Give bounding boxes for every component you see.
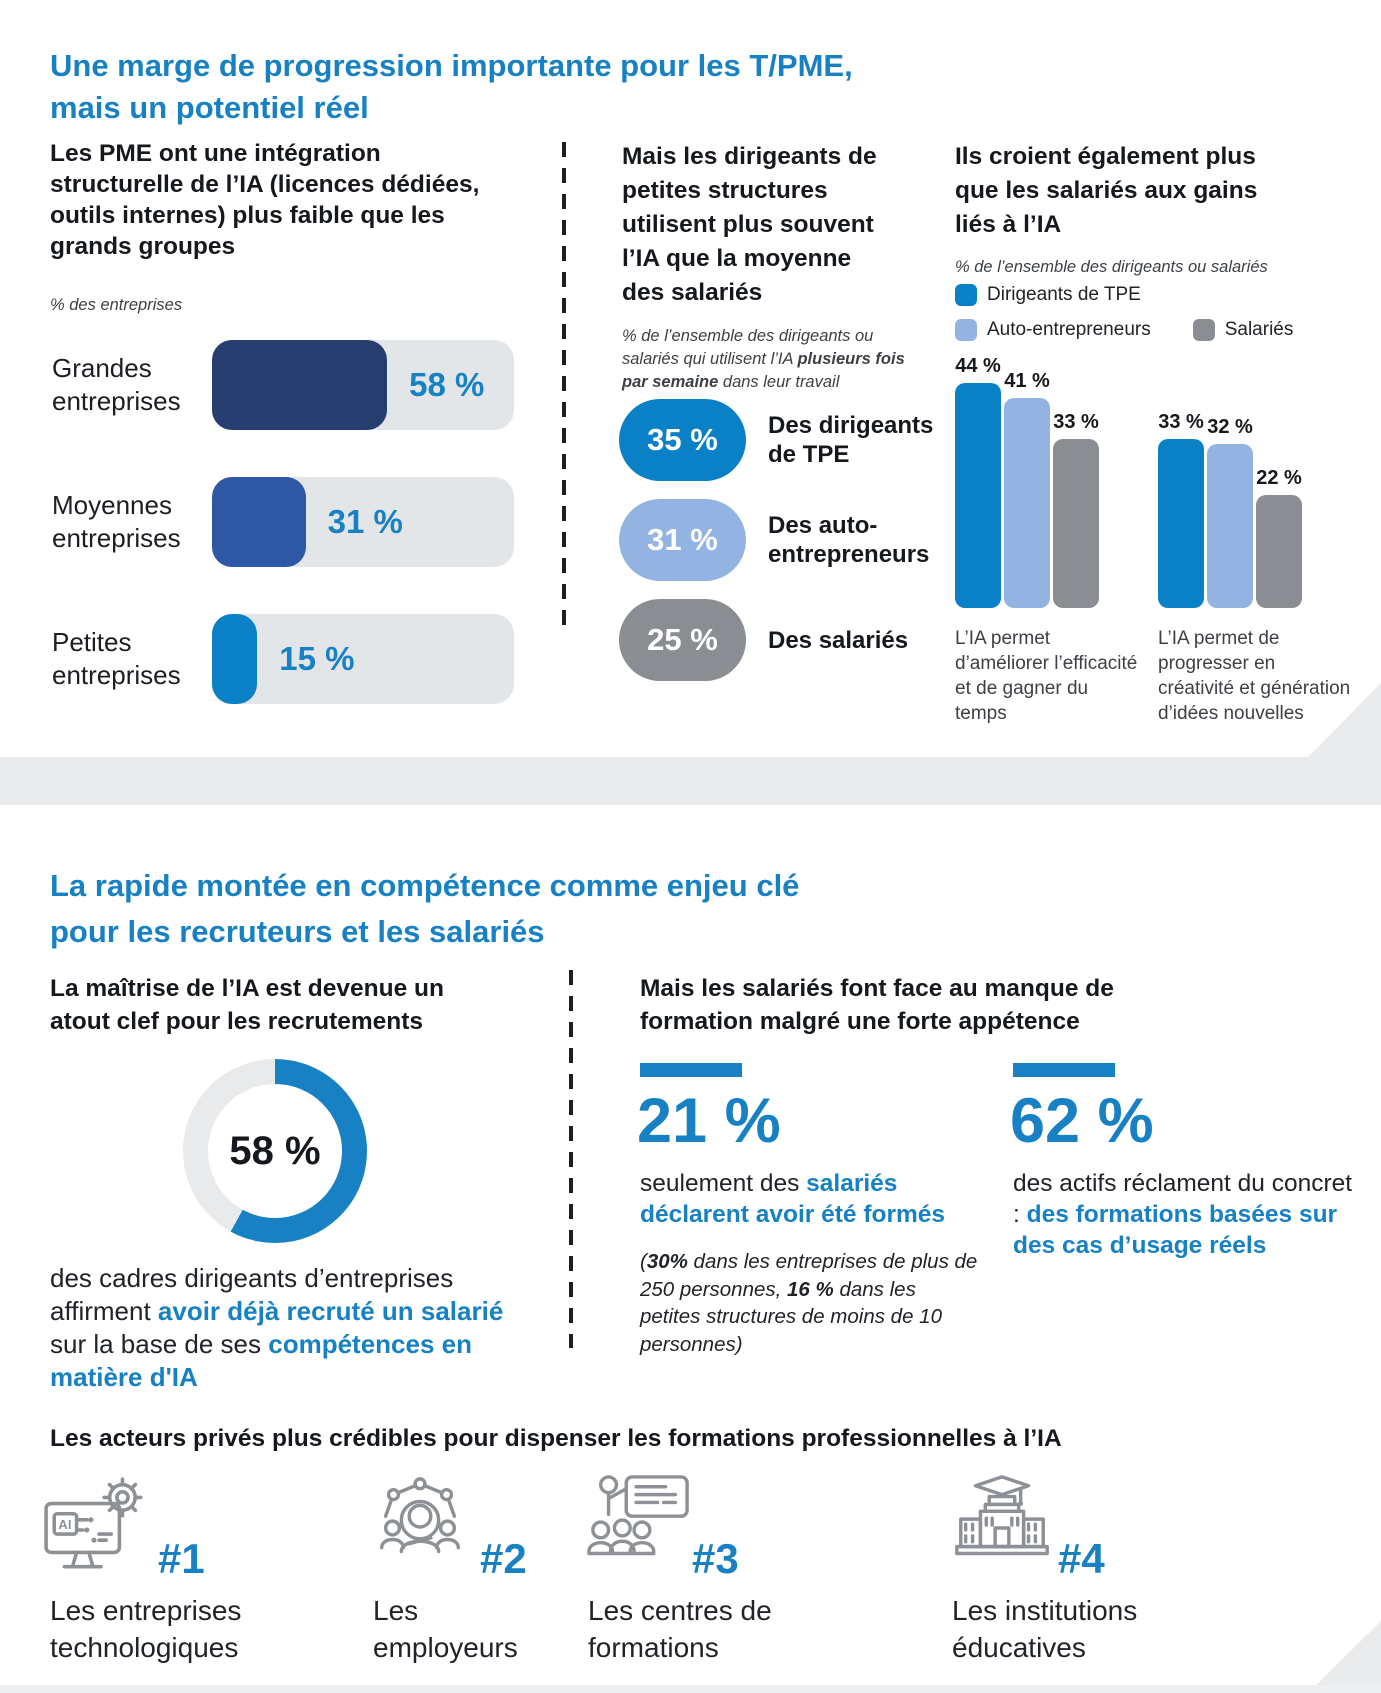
bar-track <box>212 477 514 567</box>
rank-number: #3 <box>692 1535 739 1582</box>
usage-pill-stats <box>619 399 953 699</box>
paragraph-highlight: compétences en matière d'IA <box>50 1329 472 1392</box>
bar-fill <box>212 614 257 704</box>
bar-column <box>1207 352 1253 608</box>
pill-row-salaries <box>619 599 953 681</box>
bar <box>1207 444 1253 608</box>
bar-column <box>1256 352 1302 608</box>
bar-row-label: Petites entreprises <box>52 627 181 690</box>
bottom-band <box>0 1685 1381 1693</box>
gains-unit-note: % de l’ensemble des dirigeants ou salariés <box>955 258 1268 276</box>
usage-note <box>622 325 922 394</box>
pill-label: Des dirigeants de TPE <box>768 412 934 468</box>
note-part: dans les petites structures de moins de 10 personnes) <box>640 1277 942 1356</box>
section1-title-line1: Une marge de progression importante pour les T/PME, <box>50 47 853 83</box>
legend-label: Dirigeants de TPE <box>987 284 1141 305</box>
paragraph-highlight: avoir déjà recruté un salarié <box>157 1296 504 1326</box>
pill-label: Des salariés <box>768 626 909 654</box>
stat-62-lead <box>1013 1168 1358 1261</box>
bar <box>1256 495 1302 608</box>
bar-column <box>1053 352 1099 608</box>
lead-highlight: salariés déclarent avoir été formés <box>640 1170 946 1228</box>
stat-dash <box>640 1063 742 1077</box>
bar-row-label: Grandes entreprises <box>52 353 181 416</box>
section2-title-line1: La rapide montée en compétence comme enjeu clé <box>50 867 800 903</box>
bar-row-label: Moyennes entreprises <box>52 490 181 553</box>
lead-part: des actifs réclament du concret : <box>1013 1170 1353 1228</box>
ranking-item-label <box>373 1592 518 1666</box>
legend-item-auto <box>955 319 1151 341</box>
section1-title-line2: mais un potentiel réel <box>50 89 369 125</box>
people-network-icon <box>366 1473 474 1581</box>
paragraph-part: sur la base de ses <box>50 1329 269 1359</box>
monitor-ai-gear-icon <box>42 1473 154 1585</box>
bar <box>1004 398 1050 608</box>
note-part: dans les entreprises de plus de 250 personnes, <box>640 1250 978 1301</box>
bar-fill <box>212 477 306 567</box>
bar-row-grandes <box>52 340 514 430</box>
formation-heading: Mais les salariés font face au manque de formation malgré une forte appétence <box>640 975 1114 1035</box>
bar-value-label: 32 % <box>1207 416 1253 439</box>
bar-group-creativite <box>1158 352 1302 608</box>
legend-row <box>955 319 1375 341</box>
legend-chip-lightblue <box>955 319 977 341</box>
bar-row-petites <box>52 614 514 704</box>
legend-label: Auto-entrepreneurs <box>987 319 1151 340</box>
ranking-item-label <box>588 1592 772 1666</box>
bar-group-caption: L’IA permet de progresser en créativité et génération d’idées nouvelles <box>1158 628 1351 724</box>
ranking-item-label <box>50 1592 241 1666</box>
ranking-heading: Les acteurs privés plus crédibles pour dispenser les formations professionnelles à l’IA <box>50 1425 1062 1452</box>
bar-group-efficacite <box>955 352 1099 608</box>
bar-value-label: 33 % <box>1053 411 1099 434</box>
ranking-item-label <box>952 1592 1137 1666</box>
bar <box>1158 439 1204 608</box>
bar <box>1053 439 1099 608</box>
legend-chip-gray <box>1193 319 1215 341</box>
section2-title-line2: pour les recruteurs et les salariés <box>50 913 545 949</box>
legend-item-salaries <box>1193 319 1294 341</box>
company-size-bar-chart <box>52 340 514 751</box>
rank-label-line: Les centres de <box>588 1595 772 1626</box>
pme-integration-heading: Les PME ont une intégration structurelle de l’IA (licences dédiées, outils internes) plus faible que les grands groupes <box>50 140 480 260</box>
recrutement-heading: La maîtrise de l’IA est devenue un atout clef pour les recrutements <box>50 975 444 1035</box>
usage-note-bold: plusieurs fois par semaine <box>622 350 905 391</box>
section1-title <box>50 45 1150 129</box>
recrutement-donut-chart <box>183 1059 367 1243</box>
corner-wedge <box>1308 1621 1381 1693</box>
stat-dash <box>1013 1063 1115 1077</box>
lead-highlight: des formations basées sur des cas d’usage réels <box>1013 1201 1338 1259</box>
stat-21-lead <box>640 1168 980 1230</box>
pme-chart-unit-note: % des entreprises <box>50 296 183 314</box>
bar-value-label: 33 % <box>1158 411 1204 434</box>
legend-label: Salariés <box>1224 319 1294 340</box>
rank-number: #2 <box>480 1535 527 1582</box>
bar <box>955 383 1001 608</box>
note-part: ( <box>640 1250 647 1273</box>
note-bold: 30% <box>646 1250 688 1273</box>
stat-62-value: 62 % <box>1010 1086 1154 1156</box>
pill-row-tpe <box>619 399 953 481</box>
donut-value-label: 58 % <box>229 1128 321 1173</box>
bar-group-caption: L’IA permet d’améliorer l’efficacité et de gagner du temps <box>955 628 1138 724</box>
recrutement-paragraph <box>50 1262 510 1394</box>
rank-number: #4 <box>1058 1535 1105 1582</box>
rank-label-line: Les <box>373 1595 419 1626</box>
pill-row-auto <box>619 499 953 581</box>
bar-track <box>212 340 514 430</box>
bar-value-label: 44 % <box>955 354 1001 377</box>
bar-column <box>955 352 1001 608</box>
section-separator-band <box>0 757 1381 805</box>
rank-label-line: employeurs <box>373 1632 518 1663</box>
rank-label-line: Les entreprises <box>50 1595 242 1626</box>
note-bold: 16 % <box>787 1277 834 1301</box>
rank-label-line: éducatives <box>952 1632 1086 1663</box>
rank-number: #1 <box>158 1535 205 1582</box>
svg-text:AI: AI <box>58 1517 72 1532</box>
bar-value-label: 22 % <box>1256 467 1302 490</box>
rank-label-line: formations <box>588 1632 719 1663</box>
pill-value-badge: 25 % <box>619 599 746 681</box>
stat-21-note <box>640 1248 980 1358</box>
gains-heading: Ils croient également plus que les salariés aux gains liés à l’IA <box>955 143 1258 238</box>
bar-value-label: 41 % <box>1004 370 1050 393</box>
bar-value-label: 15 % <box>279 640 355 677</box>
trainer-board-icon <box>585 1473 693 1581</box>
paragraph-part: des cadres dirigeants d’entreprises affirment <box>50 1263 454 1326</box>
bar-fill <box>212 340 387 430</box>
bar-track <box>212 614 514 704</box>
legend-chip-blue <box>955 284 977 306</box>
stat-21-value: 21 % <box>637 1086 781 1156</box>
bar-value-label: 58 % <box>409 366 485 403</box>
dirigeants-usage-heading: Mais les dirigeants de petites structures utilisent plus souvent l’IA que la moyenne des salariés <box>622 143 877 306</box>
pill-value-badge: 31 % <box>619 499 746 581</box>
section2-title <box>50 863 1150 955</box>
lead-part: seulement des <box>640 1170 807 1197</box>
pill-value-badge: 35 % <box>619 399 746 481</box>
gains-grouped-bar-chart <box>955 352 1355 608</box>
gains-legend <box>955 284 1375 354</box>
section1-divider <box>562 142 566 634</box>
usage-note-part: % de l’ensemble des dirigeants ou salariés qui utilisent l’IA <box>622 327 874 368</box>
legend-item-dirigeants <box>955 284 1141 306</box>
bar-row-moyennes <box>52 477 514 567</box>
rank-label-line: technologiques <box>50 1632 239 1663</box>
rank-label-line: Les institutions <box>952 1595 1138 1626</box>
bar-column <box>1158 352 1204 608</box>
legend-row <box>955 284 1375 306</box>
section2-divider <box>569 970 573 1348</box>
bar-column <box>1004 352 1050 608</box>
school-building-icon <box>948 1473 1056 1581</box>
bar-value-label: 31 % <box>327 503 403 540</box>
usage-note-part: dans leur travail <box>718 373 840 391</box>
pill-label: Des auto-entrepreneurs <box>768 512 930 568</box>
